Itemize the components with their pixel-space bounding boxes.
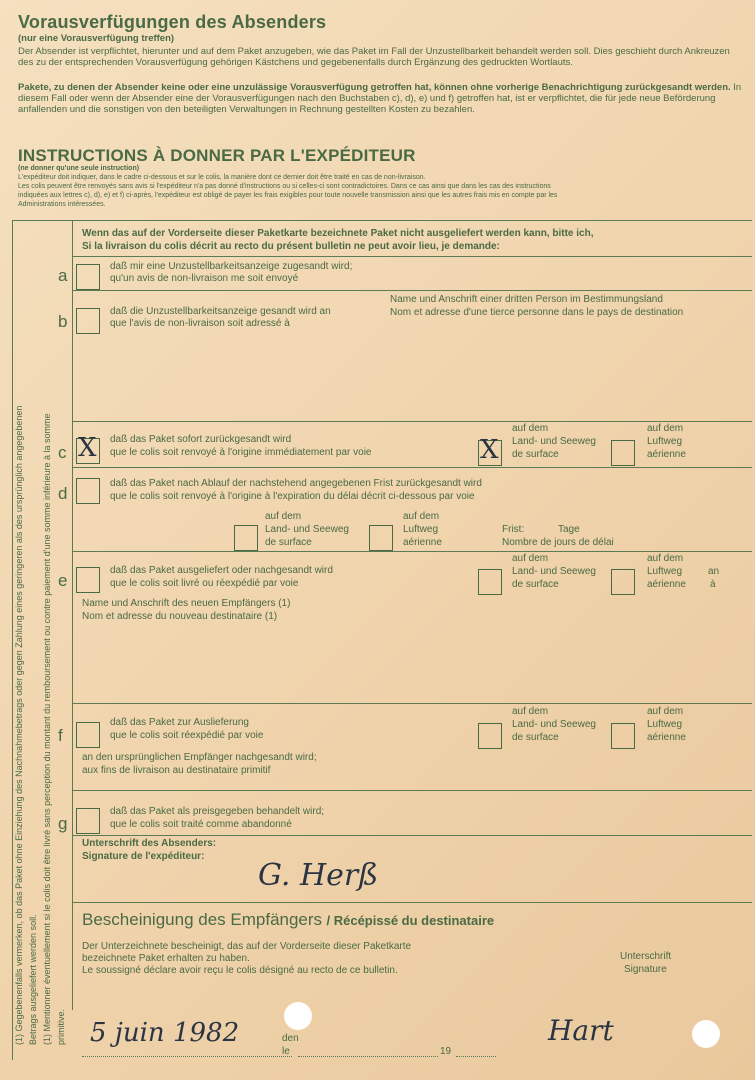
- option-d-de: daß das Paket nach Ablauf der nachstehend angegebenen Frist zurückgesandt wird: [110, 478, 482, 489]
- e-luftweg: Luftweg: [647, 566, 683, 577]
- letter-g: g: [58, 814, 68, 833]
- option-a-fr: qu'un avis de non-livraison me soit envoyé: [110, 273, 299, 284]
- letter-e: e: [58, 571, 68, 590]
- e-auf-dem-air: auf dem: [647, 553, 684, 564]
- f-auf-dem: auf dem: [512, 706, 549, 717]
- e-land-see: Land- und Seeweg: [512, 566, 596, 577]
- fr-line3: indiquées aux lettres c), d), e) et f) ci-après, l'expéditeur est obligé de payer les frais exigibles pour toute nouvelle transmission ainsi que les autres frais mis en compte par les: [18, 192, 558, 199]
- c-auf-dem-air: auf dem: [647, 423, 684, 434]
- year-line: [456, 1056, 496, 1057]
- d-tage: Tage: [558, 524, 580, 535]
- d-surface: de surface: [265, 537, 312, 548]
- receipt-signature-handwritten: Hart: [548, 1014, 614, 1047]
- subtitle-de: (nur eine Vorausverfügung treffen): [18, 33, 175, 44]
- frame-outer-left: [12, 220, 13, 1060]
- option-d-fr: que le colis soit renvoyé à l'origine à l'expiration du délai décrit ci-dessous par voie: [110, 491, 475, 502]
- d-frist: Frist:: [502, 524, 525, 535]
- checkbox-e[interactable]: [76, 567, 100, 593]
- intro-fr: Si la livraison du colis décrit au recto du présent bulletin ne peut avoir lieu, je demande:: [82, 241, 500, 252]
- checkbox-e-surface[interactable]: [478, 569, 502, 595]
- d-auf-dem: auf dem: [265, 511, 302, 522]
- c-auf-dem: auf dem: [512, 423, 549, 434]
- divider: [72, 551, 752, 552]
- receipt-den: den: [282, 1033, 299, 1044]
- checkbox-b[interactable]: [76, 308, 100, 334]
- option-b-fr: que l'avis de non-livraison soit adressé à: [110, 318, 290, 329]
- d-land-see: Land- und Seeweg: [265, 524, 349, 535]
- option-f-extra-fr: aux fins de livraison au destinataire primitif: [82, 765, 271, 776]
- side-note-de2: Betrags ausgeliefert werden soll.: [28, 914, 38, 1045]
- e-auf-dem: auf dem: [512, 553, 549, 564]
- divider: [72, 703, 752, 704]
- option-f-de: daß das Paket zur Auslieferung: [110, 717, 249, 728]
- receipt-title-de: Bescheinigung des Empfängers: [82, 910, 323, 929]
- c-luftweg: Luftweg: [647, 436, 683, 447]
- date-line-2: [298, 1056, 438, 1057]
- option-f-extra-de: an den ursprünglichen Empfänger nachgesandt wird;: [82, 752, 317, 763]
- option-c-de: daß das Paket sofort zurückgesandt wird: [110, 434, 292, 445]
- e-a: à: [710, 579, 716, 590]
- punch-hole: [692, 1020, 720, 1048]
- frame-inner-left: [72, 220, 73, 1010]
- option-a-de: daß mir eine Unzustellbarkeitsanzeige zugesandt wird;: [110, 261, 353, 272]
- receipt-le: le: [282, 1046, 290, 1057]
- e-an: an: [708, 566, 720, 577]
- option-e-de: daß das Paket ausgeliefert oder nachgesandt wird: [110, 565, 333, 576]
- f-auf-dem-air: auf dem: [647, 706, 684, 717]
- d-aerienne: aérienne: [403, 537, 442, 548]
- sender-signature-handwritten: G. Herß: [258, 858, 379, 893]
- subtitle-fr: (ne donner qu'une seule instruction): [18, 165, 140, 172]
- punch-hole: [284, 1002, 312, 1030]
- divider: [72, 421, 752, 422]
- fr-line1: L'expéditeur doit indiquer, dans le cadre ci-dessous et sur le colis, la manière dont ce dernier doit être traité en cas de non-livraison.: [18, 174, 426, 181]
- option-g-de: daß das Paket als preisgegeben behandelt wird;: [110, 806, 325, 817]
- side-note-fr: (1) Mentionner éventuellement si le colis doit être livré sans perception du montant du remboursement ou contre paiement d'une somme inférieure à la somme: [42, 413, 52, 1045]
- receipt-line2: bezeichnete Paket erhalten zu haben.: [82, 953, 250, 964]
- checkbox-e-air[interactable]: [611, 569, 635, 595]
- receipt-sig-de: Unterschrift: [620, 951, 672, 962]
- receipt-title: [82, 910, 494, 930]
- divider: [72, 467, 752, 468]
- f-land-see: Land- und Seeweg: [512, 719, 596, 730]
- letter-b: b: [58, 312, 68, 331]
- e-addr-fr: Nom et adresse du nouveau destinataire (1): [82, 611, 278, 622]
- letter-a: a: [58, 266, 68, 285]
- c-surface: de surface: [512, 449, 559, 460]
- checkbox-c[interactable]: [76, 433, 100, 464]
- frame-top: [12, 220, 752, 221]
- c-land-see: Land- und Seeweg: [512, 436, 596, 447]
- side-note-fr2: primitive.: [56, 1008, 66, 1045]
- checkbox-f-surface[interactable]: [478, 723, 502, 749]
- receipt-date-handwritten: 5 juin 1982: [90, 1018, 240, 1048]
- letter-d: d: [58, 484, 68, 503]
- sender-signature-label-de: Unterschrift des Absenders:: [82, 838, 217, 849]
- checkbox-c-air[interactable]: [611, 440, 635, 466]
- sender-signature-label-fr: Signature de l'expéditeur:: [82, 851, 205, 862]
- d-luftweg: Luftweg: [403, 524, 439, 535]
- receipt-year: 19: [440, 1046, 452, 1057]
- divider: [72, 256, 752, 257]
- letter-c: c: [58, 443, 67, 462]
- d-auf-dem-air: auf dem: [403, 511, 440, 522]
- divider: [72, 290, 752, 291]
- e-addr-de: Name und Anschrift des neuen Empfängers (1): [82, 598, 291, 609]
- para2-bold: Pakete, zu denen der Absender keine oder eine unzulässige Vorausverfügung getroffen hat, können ohne vorherige Benachrichtigung zurückgesandt werden.: [18, 82, 731, 93]
- divider: [72, 835, 752, 836]
- option-c-fr: que le colis soit renvoyé à l'origine immédiatement par voie: [110, 447, 372, 458]
- para1-de: Der Absender ist verpflichtet, hierunter und auf dem Paket anzugeben, wie das Paket im Fall der Unzustellbarkeit behandelt werden soll. Dies geschieht durch Ankreuzen des zu der entsprechenden Vorausverfügung gehörigen Kästchens und gegebenenfalls durch Ergänzung des gedruckten Wortlauts.: [18, 46, 730, 68]
- fr-line2: Les colis peuvent être renvoyés sans avis si l'expéditeur n'a pas donné d'instructions ou si celles-ci sont contradictoires. Dans ce cas ainsi que dans les cas des instructions: [18, 183, 551, 190]
- option-g-fr: que le colis soit traité comme abandonné: [110, 819, 292, 830]
- checkbox-d-air[interactable]: [369, 525, 393, 551]
- f-aerienne: aérienne: [647, 732, 686, 743]
- receipt-line3: Le soussigné déclare avoir reçu le colis désigné au recto de ce bulletin.: [82, 965, 398, 976]
- receipt-line1: Der Unterzeichnete bescheinigt, das auf der Vorderseite dieser Paketkarte: [82, 941, 412, 952]
- title-de: Vorausverfügungen des Absenders: [18, 12, 327, 32]
- intro-de: Wenn das auf der Vorderseite dieser Paketkarte bezeichnete Paket nicht ausgeliefert werden kann, bitte ich,: [82, 228, 594, 239]
- e-surface: de surface: [512, 579, 559, 590]
- side-note-de: (1) Gegebenenfalls vermerken, ob das Paket ohne Einziehung des Nachnahmebetrags oder gegen Zahlung eines geringeren als des ursprünglich angegebenen: [14, 405, 24, 1045]
- title-fr: INSTRUCTIONS À DONNER PAR L'EXPÉDITEUR: [18, 146, 416, 165]
- checkbox-d-surface[interactable]: [234, 525, 258, 551]
- divider: [72, 902, 752, 903]
- para2-de: [18, 82, 743, 115]
- d-delai: Nombre de jours de délai: [502, 537, 614, 548]
- checkbox-g[interactable]: [76, 808, 100, 834]
- check-mark-c-surface: X: [480, 435, 499, 465]
- checkbox-f-air[interactable]: [611, 723, 635, 749]
- letter-f: f: [58, 726, 63, 745]
- receipt-title-fr: / Récépissé du destinataire: [326, 913, 495, 928]
- date-line: [82, 1056, 292, 1057]
- f-surface: de surface: [512, 732, 559, 743]
- checkbox-c-surface[interactable]: [478, 435, 502, 466]
- checkbox-d[interactable]: [76, 478, 100, 504]
- divider: [72, 790, 752, 791]
- checkbox-f[interactable]: [76, 722, 100, 748]
- checkbox-a[interactable]: [76, 264, 100, 290]
- fr-line4: Administrations intéressées.: [18, 201, 106, 208]
- e-aerienne: aérienne: [647, 579, 686, 590]
- option-b-de: daß die Unzustellbarkeitsanzeige gesandt wird an: [110, 306, 331, 317]
- option-b-third-fr: Nom et adresse d'une tierce personne dans le pays de destination: [390, 307, 684, 318]
- receipt-sig-fr: Signature: [624, 964, 667, 975]
- check-mark-c: X: [78, 433, 97, 463]
- c-aerienne: aérienne: [647, 449, 686, 460]
- f-luftweg: Luftweg: [647, 719, 683, 730]
- para2-rest: In diesem Fall oder wenn der Absender eine der Vorausverfügungen nach den Buchstaben c), d), e) und f) getroffen hat, ist er verpflichtet, die für jede neue Beförderung anfallenden und die sonstigen von den beteiligten Verwaltungen in Rechnung gestellten Kosten zu bezahlen.: [18, 82, 742, 115]
- option-b-third-de: Name und Anschrift einer dritten Person im Bestimmungsland: [390, 294, 663, 305]
- option-e-fr: que le colis soit livré ou réexpédié par voie: [110, 578, 299, 589]
- option-f-fr: que le colis soit réexpédié par voie: [110, 730, 264, 741]
